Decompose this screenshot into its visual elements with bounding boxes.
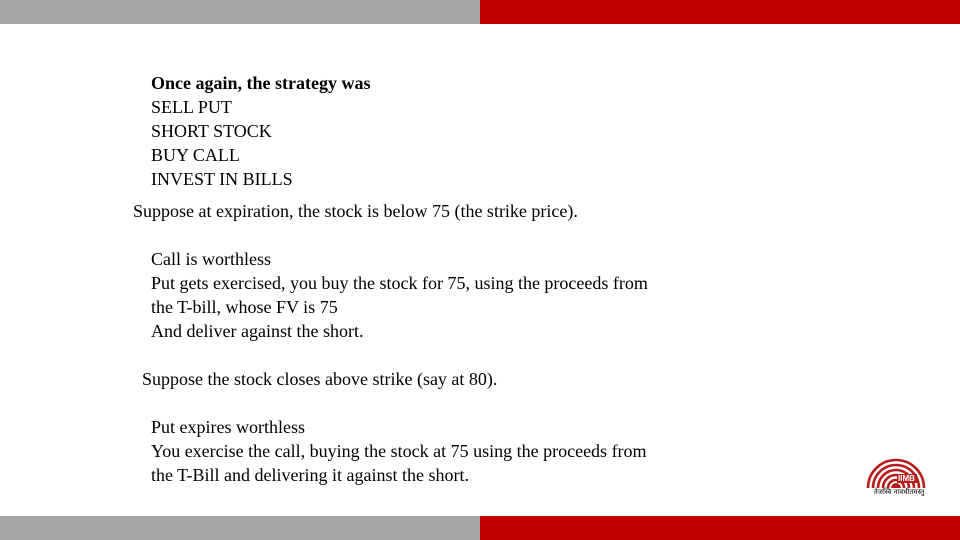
case-below-line: Call is worthless [151,249,271,269]
case-above-line: You exercise the call, buying the stock at 75 using the proceeds from [151,441,647,461]
strategy-intro: Once again, the strategy was [151,73,371,93]
bottom-bar-gray [0,516,480,540]
top-bar-red [480,0,960,24]
strategy-item-short-stock: SHORT STOCK [151,121,272,141]
case-above-line: Put expires worthless [151,417,305,437]
iimb-logo-icon [848,450,944,508]
case-below-heading: Suppose at expiration, the stock is below 75 (the strike price). [133,201,578,221]
case-above-heading: Suppose the stock closes above strike (say at 80). [142,369,498,389]
logo-name: IIMB [898,474,915,483]
case-below-line: Put gets exercised, you buy the stock for 75, using the proceeds from [151,273,648,293]
bottom-bar-red [480,516,960,540]
strategy-item-invest-bills: INVEST IN BILLS [151,169,293,189]
case-above-line: the T-Bill and delivering it against the short. [151,465,469,485]
logo-motto: तेजस्वि नावधीतमस्तु [873,488,925,496]
case-below-line: And deliver against the short. [151,321,364,341]
strategy-item-sell-put: SELL PUT [151,97,232,117]
case-below-line: the T-bill, whose FV is 75 [151,297,338,317]
strategy-item-buy-call: BUY CALL [151,145,240,165]
top-bar-gray [0,0,480,24]
